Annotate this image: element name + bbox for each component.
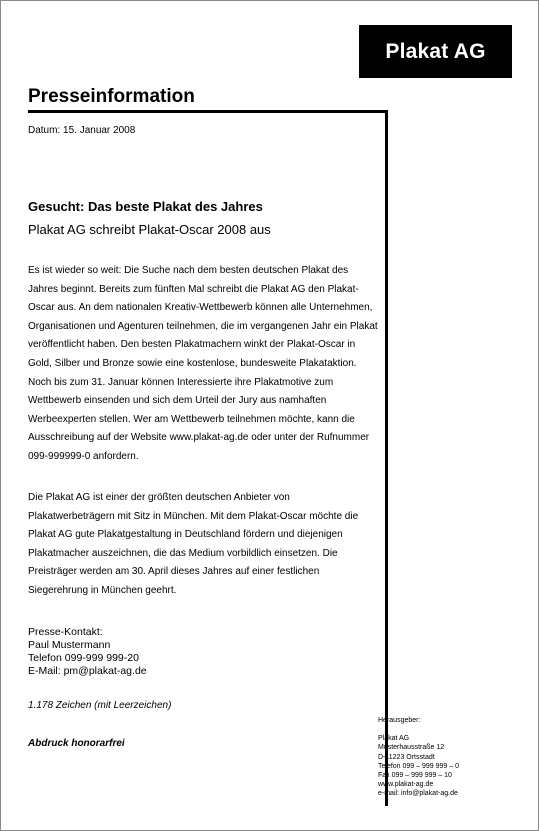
character-count: 1.178 Zeichen (mit Leerzeichen): [28, 700, 172, 711]
page-title: Presseinformation: [28, 86, 195, 107]
publisher-company: Plakat AG: [378, 735, 410, 743]
body-paragraph-1: Es ist wieder so weit: Die Suche nach dem besten deutschen Plakat des Jahres beginnt. Bereits zum fünften Mal schreibt die Plakat AG den Plakat-Oscar aus. An dem nationalen Kreativ-Wettbewerb können alle Unternehmen, Organisationen und Agenturen teilnehmen, die im vergangenen Jahr ein Plakat veröffentlicht haben. Den besten Plakatmachern winkt der Plakat-Oscar in Gold, Silber und Bronze sowie eine kostenlose, bundesweite Plakataktion. Noch bis zum 31. Januar können Interessierte ihre Plakatmotive zum Wettbewerb einsenden und sich dem Urteil der Jury aus namhaften Werbeexperten stellen. Wer am Wettbewerb teilnehmen möchte, kann die Ausschreibung auf der Website www.plakat-ag.de oder unter der Rufnummer 099-999999-0 anfordern.: [28, 265, 378, 462]
publisher-block: [378, 716, 459, 799]
reprint-note: Abdruck honorarfrei: [28, 738, 125, 749]
body-paragraph-2: Die Plakat AG ist einer der größten deutschen Anbieter von Plakatwerbeträgern mit Sitz in München. Mit dem Plakat-Oscar möchte die Plakat AG gute Plakatgestaltung in Deutschland fördern und diejenigen Plakatmacher auszeichnen, die das Medium vorbildlich einsetzen. Die Preisträger werden am 30. April dieses Jahres auf einer festlichen Siegerehrung in München geehrt.: [28, 492, 359, 596]
press-contact: [28, 626, 147, 678]
publisher-city: D-11223 Ortsstadt: [378, 753, 435, 761]
horizontal-rule: [28, 110, 388, 113]
publisher-phone: Telefon 099 – 999 999 – 0: [378, 762, 459, 770]
subheadline: Plakat AG schreibt Plakat-Oscar 2008 aus: [28, 222, 271, 237]
publisher-street: Musterhausstraße 12: [378, 744, 445, 752]
contact-phone: Telefon 099-999 999-20: [28, 652, 139, 664]
headline: Gesucht: Das beste Plakat des Jahres: [28, 199, 263, 214]
publisher-web: www.plakat-ag.de: [378, 781, 434, 789]
publisher-fax: Fax 099 – 999 999 – 10: [378, 772, 452, 780]
publisher-label: Herausgeber:: [378, 717, 421, 724]
date-line: Datum: 15. Januar 2008: [28, 125, 136, 136]
publisher-email: e-mail: info@plakat-ag.de: [378, 790, 458, 798]
logo-text: Plakat AG: [385, 39, 486, 63]
contact-name: Paul Mustermann: [28, 639, 111, 651]
vertical-rule: [385, 110, 388, 806]
contact-label: Presse-Kontakt:: [28, 626, 103, 638]
company-logo: [359, 25, 512, 78]
contact-email: E-Mail: pm@plakat-ag.de: [28, 665, 147, 677]
